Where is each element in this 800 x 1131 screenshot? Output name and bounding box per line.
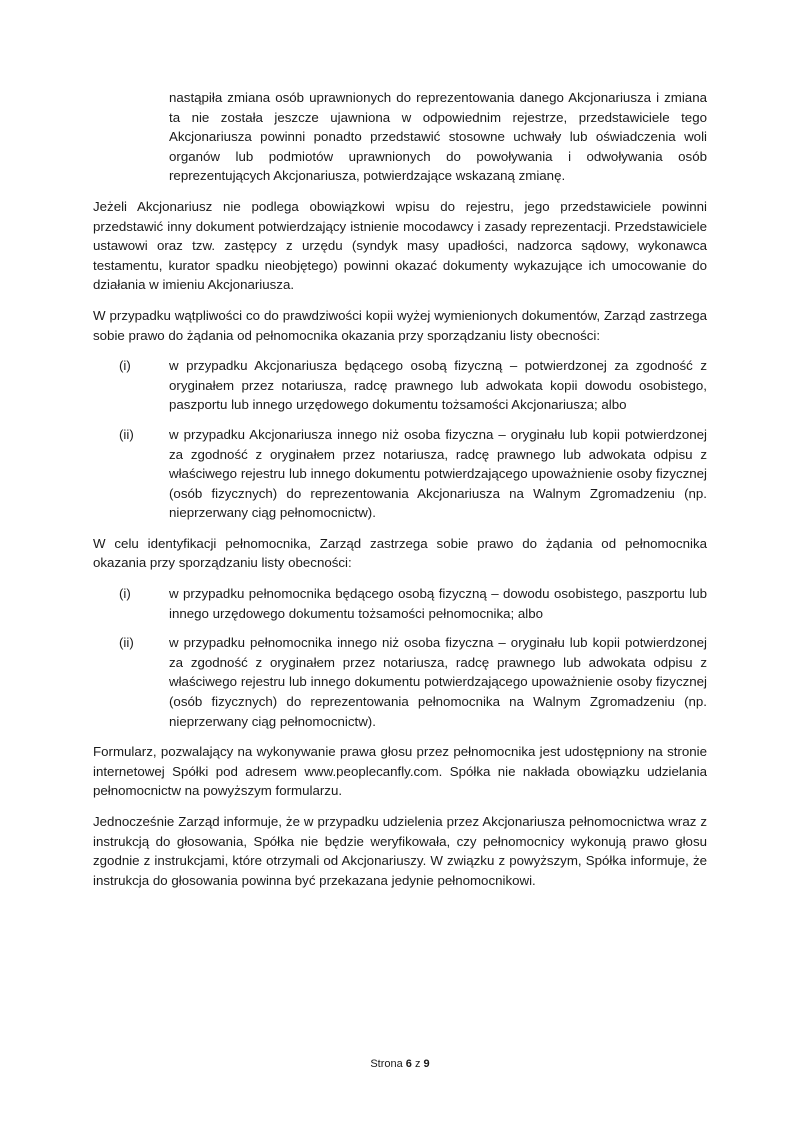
paragraph-proxy-identification: W celu identyfikacji pełnomocnika, Zarząd zastrzega sobie prawo do żądania od pełnomocnika okazania przy sporządzaniu listy obecności: (93, 535, 707, 571)
list-item (93, 584, 707, 623)
paragraph-document-authenticity-doubt: W przypadku wątpliwości co do prawdziwości kopii wyżej wymienionych dokumentów, Zarząd zastrzega sobie prawo do żądania od pełnomocnika okazania przy sporządzaniu listy obecności: (93, 307, 707, 343)
document-body (93, 88, 707, 901)
list-item-text: w przypadku Akcjonariusza będącego osobą fizyczną – potwierdzonej za zgodność z oryginałem przez notariusza, radcę prawnego lub adwokata kopii dowodu osobistego, paszportu lub innego urzędowego dokumentu tożsamości Akcjonariusza; albo (169, 358, 707, 413)
footer-label: Strona (370, 1058, 403, 1070)
list-shareholder-documents (93, 356, 707, 523)
list-item (93, 633, 707, 731)
list-marker-i: (i) (119, 358, 131, 374)
footer-current-page: 6 (405, 1058, 412, 1070)
paragraph-voting-form-availability: Formularz, pozwalający na wykonywanie prawa głosu przez pełnomocnika jest udostępniony na stronie internetowej Spółki pod adresem www.peoplecanfly.com. Spółka nie nakłada obowiązku udzielania pełnomocnictw na powyższym formularzu. (93, 744, 707, 799)
list-marker-i: (i) (119, 586, 131, 602)
list-item-text: w przypadku pełnomocnika będącego osobą fizyczną – dowodu osobistego, paszportu lub innego urzędowego dokumentu tożsamości pełnomocnika; albo (169, 586, 707, 621)
paragraph-shareholder-not-in-register: Jeżeli Akcjonariusz nie podlega obowiązkowi wpisu do rejestru, jego przedstawiciele powinni przedstawić inny dokument potwierdzający istnienie mocodawcy i zasady reprezentacji. Przedstawiciele ustawowi oraz tzw. zastępcy z urzędu (syndyk masy upadłości, nadzorca sądowy, wykonawca testamentu, kurator spadku nieobjętego) powinni okazać dokumenty wykazujące ich umocowanie do działania w imieniu Akcjonariusza. (93, 198, 707, 293)
list-marker-ii: (ii) (119, 426, 134, 442)
page-footer (0, 1057, 800, 1071)
paragraph-voting-instruction-notice: Jednocześnie Zarząd informuje, że w przypadku udzielenia przez Akcjonariusza pełnomocnictwa wraz z instrukcją do głosowania, Spółka nie będzie weryfikowała, czy pełnomocnicy wykonują prawo głosu zgodnie z instrukcjami, które otrzymali od Akcjonariuszy. W związku z powyższym, Spółka informuje, że instrukcja do głosowania powinna być przekazana jedynie pełnomocnikowi. (93, 814, 707, 888)
list-marker-ii: (ii) (119, 635, 134, 651)
paragraph-continuation-representation-change: nastąpiła zmiana osób uprawnionych do reprezentowania danego Akcjonariusza i zmiana ta nie została jeszcze ujawniona w odpowiednim rejestrze, przedstawiciele tego Akcjonariusza powinni ponadto przedstawić stosowne uchwały lub oświadczenia woli organów lub podmiotów uprawnionych do powoływania i odwoływania osób reprezentujących Akcjonariusza, potwierdzające wskazaną zmianę. (169, 90, 707, 184)
list-item (93, 425, 707, 523)
footer-total-pages: 9 (423, 1058, 430, 1070)
list-item-text: w przypadku Akcjonariusza innego niż osoba fizyczna – oryginału lub kopii potwierdzonej za zgodność z oryginałem przez notariusza, radcę prawnego lub adwokata odpisu z właściwego rejestru lub innego dokumentu potwierdzającego upoważnienie osoby fizycznej (osób fizycznych) do reprezentowania Akcjonariusza na Walnym Zgromadzeniu (np. nieprzerwany ciąg pełnomocnictw). (169, 426, 707, 521)
list-item-text: w przypadku pełnomocnika innego niż osoba fizyczna – oryginału lub kopii potwierdzonej za zgodność z oryginałem przez notariusza, radcę prawnego lub adwokata odpisu z właściwego rejestru lub innego dokumentu potwierdzającego upoważnienie osoby fizycznej (osób fizycznych) do reprezentowania pełnomocnika na Walnym Zgromadzeniu (np. nieprzerwany ciąg pełnomocnictw). (169, 635, 707, 729)
list-item (93, 356, 707, 415)
list-proxy-documents (93, 584, 707, 731)
footer-separator: z (414, 1058, 421, 1070)
